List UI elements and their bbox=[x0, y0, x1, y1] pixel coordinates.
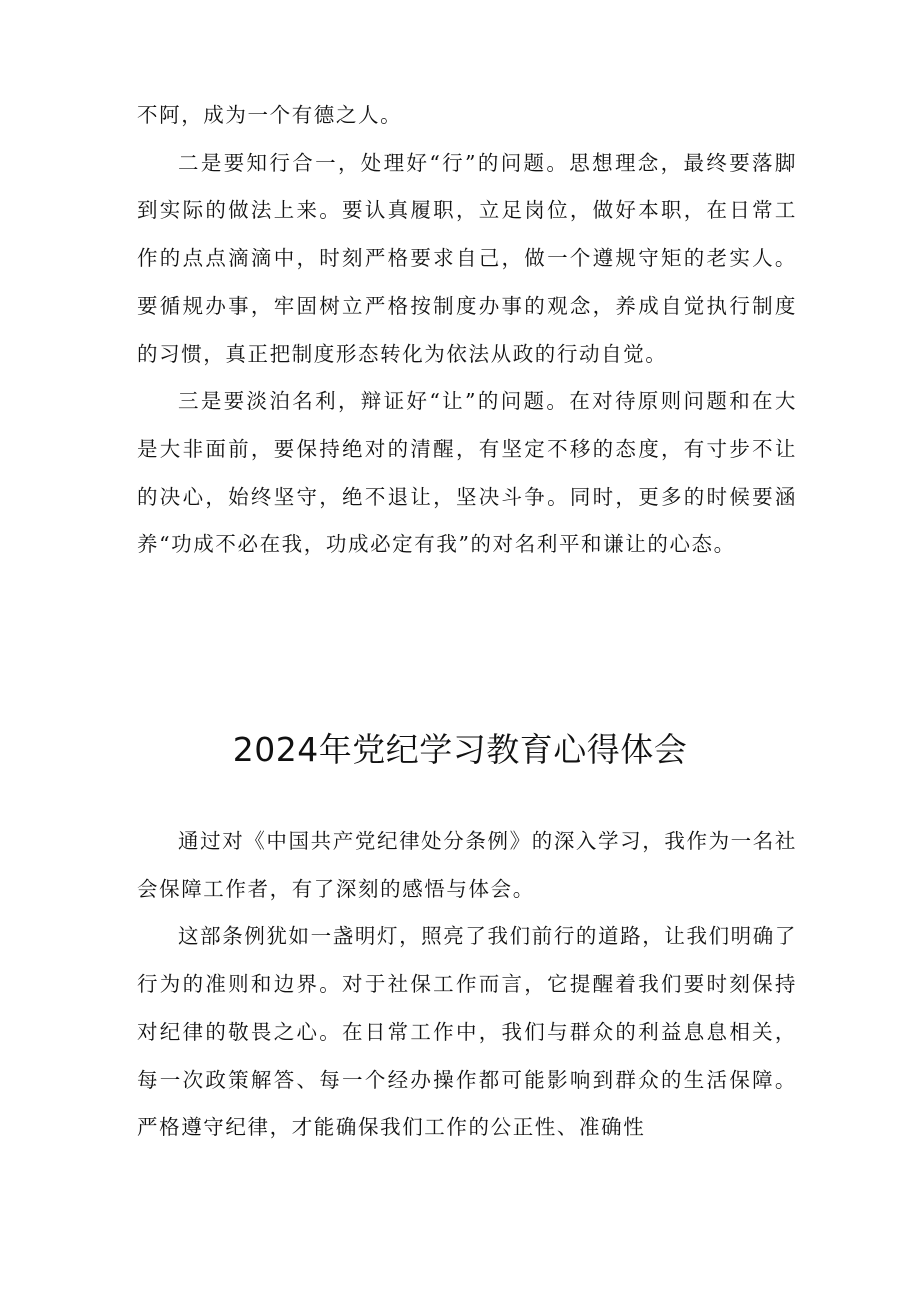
paragraph-knowledge-action: 二是要知行合一，处理好“行”的问题。思想理念，最终要落脚到实际的做法上来。要认真履职，立足岗位，做好本职，在日常工作的点点滴滴中，时刻严格要求自己，做一个遵规守矩的老实人。要循规办事，牢固树立严格按制度办事的观念，养成自觉执行制度的习惯，真正把制度形态转化为依法从政的行动自觉。 bbox=[137, 150, 797, 366]
previous-article-body bbox=[137, 92, 797, 569]
article-body bbox=[137, 818, 797, 1152]
paragraph-fame-gain: 三是要淡泊名利，辩证好“让”的问题。在对待原则问题和在大是大非面前，要保持绝对的清醒，有坚定不移的态度，有寸步不让的决心，始终坚守，绝不退让，坚决斗争。同时，更多的时候要涵养“功成不必在我，功成必定有我”的对名利平和谦让的心态。 bbox=[137, 389, 797, 557]
paragraph-intro: 通过对《中国共产党纪律处分条例》的深入学习，我作为一名社会保障工作者，有了深刻的感悟与体会。 bbox=[137, 829, 797, 901]
paragraph-regulation: 这部条例犹如一盏明灯，照亮了我们前行的道路，让我们明确了行为的准则和边界。对于社保工作而言，它提醒着我们要时刻保持对纪律的敬畏之心。在日常工作中，我们与群众的利益息息相关，每一次政策解答、每一个经办操作都可能影响到群众的生活保障。严格遵守纪律，才能确保我们工作的公正性、准确性 bbox=[137, 924, 797, 1140]
article-title: 2024年党纪学习教育心得体会 bbox=[232, 730, 688, 769]
paragraph-continuation: 不阿，成为一个有德之人。 bbox=[137, 103, 403, 127]
